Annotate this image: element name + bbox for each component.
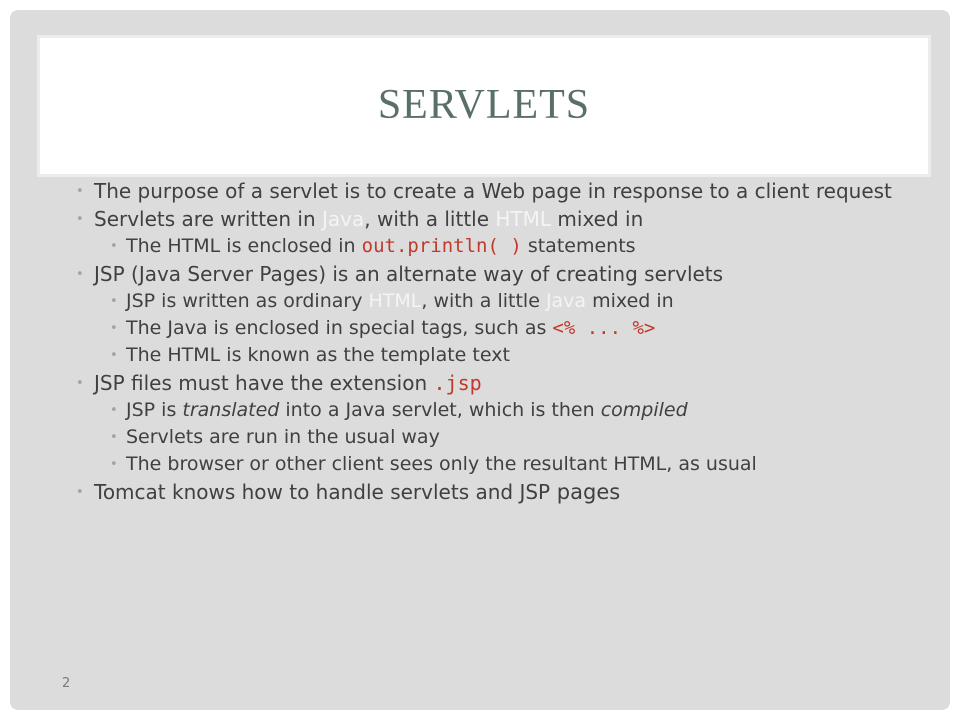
bullet-dot-icon: • — [76, 212, 84, 227]
slide-title: SERVLETS — [377, 82, 591, 128]
bullet-list — [50, 179, 920, 504]
sub-bullet-item — [50, 292, 920, 311]
bullet-text: mixed in — [551, 207, 644, 231]
sub-bullet-item — [50, 237, 920, 256]
bullet-text: The HTML is enclosed in — [126, 235, 362, 257]
sub-bullet-item — [50, 428, 920, 447]
bullet-text: The purpose of a servlet is to create a Web page in response to a client request — [94, 179, 892, 203]
bullet-text: The browser or other client sees only the resultant HTML, as usual — [126, 453, 757, 475]
bullet-item — [50, 480, 920, 504]
bullet-item — [50, 179, 920, 203]
bullet-text: , with a little — [364, 207, 496, 231]
bullet-item — [50, 262, 920, 286]
bullet-dot-icon: • — [76, 376, 84, 391]
bullet-dot-icon: • — [110, 403, 118, 418]
bullet-text: JSP files must have the extension — [94, 371, 434, 395]
bullet-text: Tomcat knows how to handle servlets and JSP — [94, 480, 551, 504]
emphasis-text: translated — [182, 399, 280, 421]
bullet-dot-icon: • — [110, 239, 118, 254]
bullet-text: mixed in — [586, 290, 674, 312]
bullet-dot-icon: • — [76, 485, 84, 500]
bullet-item — [50, 207, 920, 231]
bullet-item — [50, 371, 920, 395]
bullet-text: The HTML is known as the template text — [126, 344, 510, 366]
bullet-text: The Java is enclosed in special tags, such as — [126, 317, 553, 339]
emphasis-text: compiled — [600, 399, 688, 421]
slide — [10, 10, 950, 710]
html-keyword: HTML — [495, 207, 552, 231]
java-keyword: Java — [545, 290, 587, 312]
java-keyword: Java — [322, 207, 365, 231]
bullet-dot-icon: • — [76, 184, 84, 199]
code-snippet: <% ... %> — [552, 317, 656, 339]
bullet-text: pages — [550, 480, 621, 504]
html-keyword: HTML — [368, 290, 422, 312]
code-snippet: out.println( ) — [361, 235, 522, 257]
sub-bullet-item — [50, 319, 920, 338]
page-number: 2 — [62, 676, 71, 691]
sub-bullet-item — [50, 401, 920, 420]
bullet-text: JSP is written as ordinary — [126, 290, 369, 312]
bullet-dot-icon: • — [110, 348, 118, 363]
bullet-text: , with a little — [421, 290, 546, 312]
sub-bullet-item — [50, 455, 920, 474]
code-snippet: .jsp — [433, 371, 482, 395]
bullet-dot-icon: • — [76, 267, 84, 282]
bullet-text: JSP is — [126, 399, 183, 421]
sub-bullet-item — [50, 346, 920, 365]
bullet-dot-icon: • — [110, 430, 118, 445]
bullet-text: JSP (Java Server Pages) is an alternate way of creating servlets — [94, 262, 724, 286]
bullet-text: Servlets are written in — [94, 207, 322, 231]
bullet-text: Servlets are run in the usual way — [126, 426, 440, 448]
title-box — [40, 38, 928, 174]
bullet-dot-icon: • — [110, 457, 118, 472]
bullet-dot-icon: • — [110, 321, 118, 336]
bullet-text: into a Java servlet, which is then — [279, 399, 601, 421]
bullet-dot-icon: • — [110, 294, 118, 309]
bullet-text: statements — [521, 235, 636, 257]
